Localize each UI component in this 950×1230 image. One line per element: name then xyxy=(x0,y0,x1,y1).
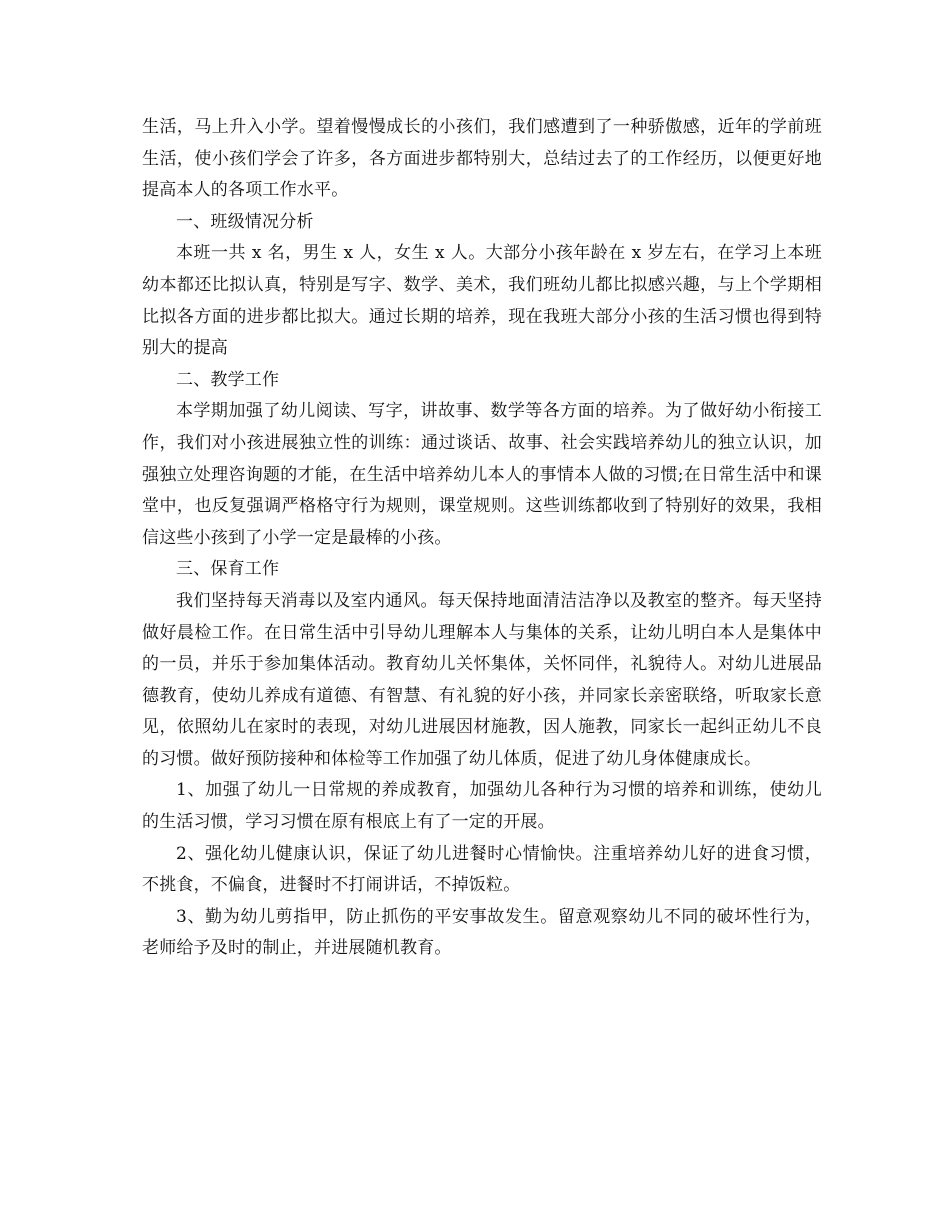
document-page xyxy=(142,112,822,965)
section-heading-childcare: 三、保育工作 xyxy=(176,559,280,580)
paragraph-class-analysis: 本班一共 x 名，男生 x 人，女生 x 人。大部分小孩年龄在 x 岁左右，在学习上本班幼本都还比拟认真，特别是写字、数学、美术，我们班幼儿都比拟感兴趣，与上个学期相比拟各方面的进步都比拟大。通过长期的培养，现在我班大部分小孩的生活习惯也得到特别大的提高 xyxy=(142,243,822,359)
list-item-3: 3、勤为幼儿剪指甲，防止抓伤的平安事故发生。留意观察幼儿不同的破坏性行为，老师给予及时的制止，并进展随机教育。 xyxy=(142,906,822,959)
list-item-1: 1、加强了幼儿一日常规的养成教育，加强幼儿各种行为习惯的培养和训练，使幼儿的生活习惯，学习习惯在原有根底上有了一定的开展。 xyxy=(142,780,822,833)
paragraph-intro-continuation: 生活，马上升入小学。望着慢慢成长的小孩们，我们感遭到了一种骄傲感，近年的学前班生活，使小孩们学会了许多，各方面进步都特别大，总结过去了的工作经历，以便更好地提高本人的各项工作水平。 xyxy=(142,117,822,201)
section-heading-teaching: 二、教学工作 xyxy=(176,369,280,390)
section-heading-class-analysis: 一、班级情况分析 xyxy=(176,211,314,232)
paragraph-teaching: 本学期加强了幼儿阅读、写字，讲故事、数学等各方面的培养。为了做好幼小衔接工作，我们对小孩进展独立性的训练：通过谈话、故事、社会实践培养幼儿的独立认识，加强独立处理咨询题的才能，在生活中培养幼儿本人的事情本人做的习惯;在日常生活中和课堂中，也反复强调严格格守行为规则，课堂规则。这些训练都收到了特别好的效果，我相信这些小孩到了小学一定是最棒的小孩。 xyxy=(142,401,822,548)
paragraph-childcare: 我们坚持每天消毒以及室内通风。每天保持地面清洁洁净以及教室的整齐。每天坚持做好晨检工作。在日常生活中引导幼儿理解本人与集体的关系，让幼儿明白本人是集体中的一员，并乐于参加集体活动。教育幼儿关怀集体，关怀同伴，礼貌待人。对幼儿进展品德教育，使幼儿养成有道德、有智慧、有礼貌的好小孩，并同家长亲密联络，听取家长意见，依照幼儿在家时的表现，对幼儿进展因材施教，因人施教，同家长一起纠正幼儿不良的习惯。做好预防接种和体检等工作加强了幼儿体质，促进了幼儿身体健康成长。 xyxy=(142,590,822,769)
list-item-2: 2、强化幼儿健康认识，保证了幼儿进餐时心情愉快。注重培养幼儿好的进食习惯，不挑食，不偏食，进餐时不打闹讲话，不掉饭粒。 xyxy=(142,843,822,896)
